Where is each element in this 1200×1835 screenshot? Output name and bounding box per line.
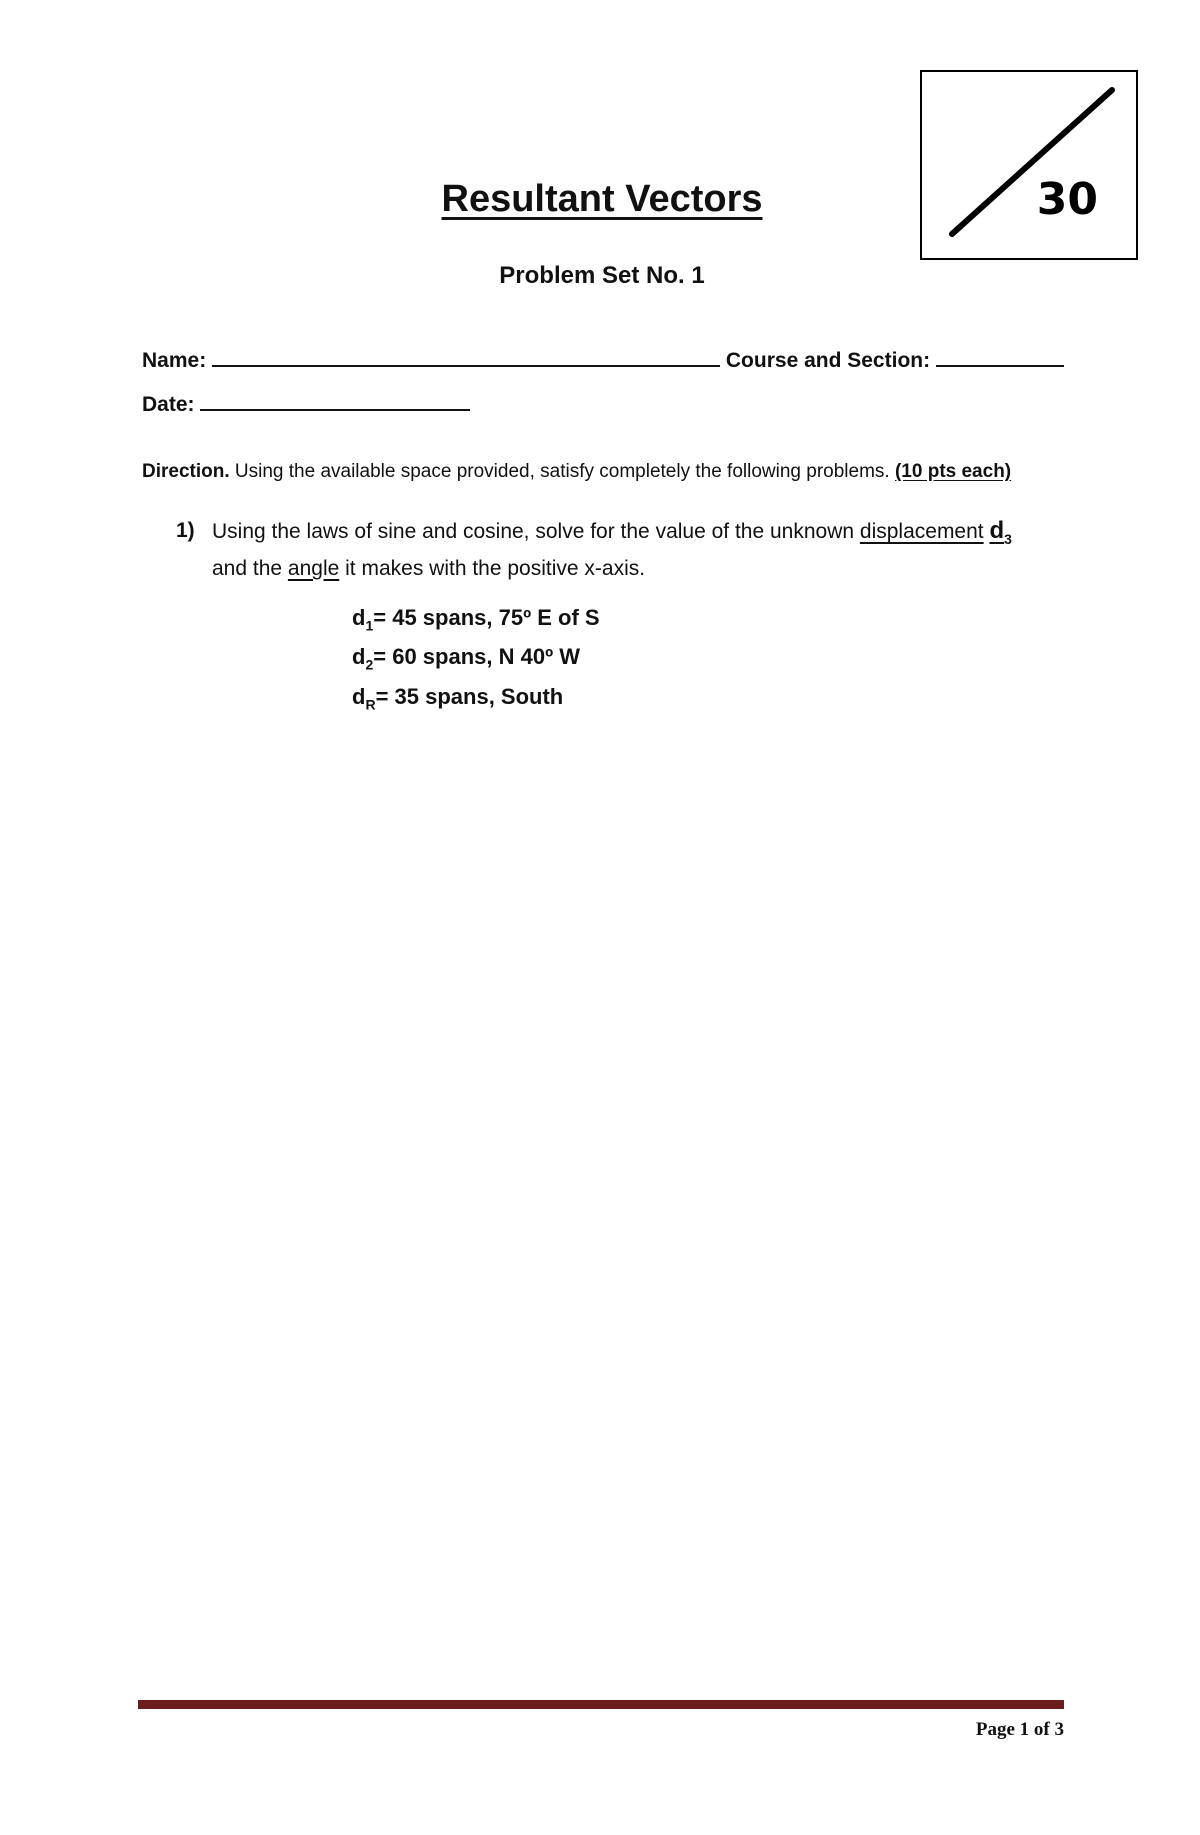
direction-paragraph: [142, 461, 1011, 483]
given-d2: $d_2= 60$ spans, N 40º W: [352, 644, 580, 673]
score-slash: [922, 72, 1140, 262]
direction-text: Using the available space provided, satisfy completely the following problems.: [229, 461, 895, 482]
unknown-symbol: $d_3$: [989, 517, 1012, 547]
underlined-angle: angle: [287, 556, 340, 580]
page-title: Resultant Vectors: [441, 178, 763, 220]
name-course-row: [142, 345, 1064, 373]
direction-label: Direction.: [142, 461, 230, 482]
given-dr: $d_R= 35$ spans, South: [352, 683, 564, 713]
score-total: 30: [1036, 174, 1098, 225]
problem-number: 1): [176, 519, 195, 542]
date-field[interactable]: [200, 389, 470, 411]
score-box: [920, 70, 1138, 260]
given-values: [352, 602, 600, 720]
name-label: Name:: [142, 349, 207, 372]
underlined-displacement: displacement: [859, 520, 984, 543]
page-number: Page 1 of 3: [975, 1719, 1064, 1740]
points-note: (10 pts each): [894, 461, 1012, 482]
date-label: Date:: [142, 393, 195, 416]
course-section-label: Course and Section:: [725, 349, 931, 372]
name-field[interactable]: [212, 345, 720, 367]
problem-statement: Using the laws of sine and cosine, solve for the value of the unknown displacement $d_3$ and the angle it makes with the positive x-axis.: [212, 517, 1012, 580]
footer-divider: [138, 1700, 1064, 1709]
page-subtitle: Problem Set No. 1: [499, 262, 705, 289]
given-d1: $d_1= 45$ spans, 75º E of S: [352, 605, 600, 634]
date-row: [142, 389, 470, 417]
course-section-field[interactable]: [936, 345, 1064, 367]
